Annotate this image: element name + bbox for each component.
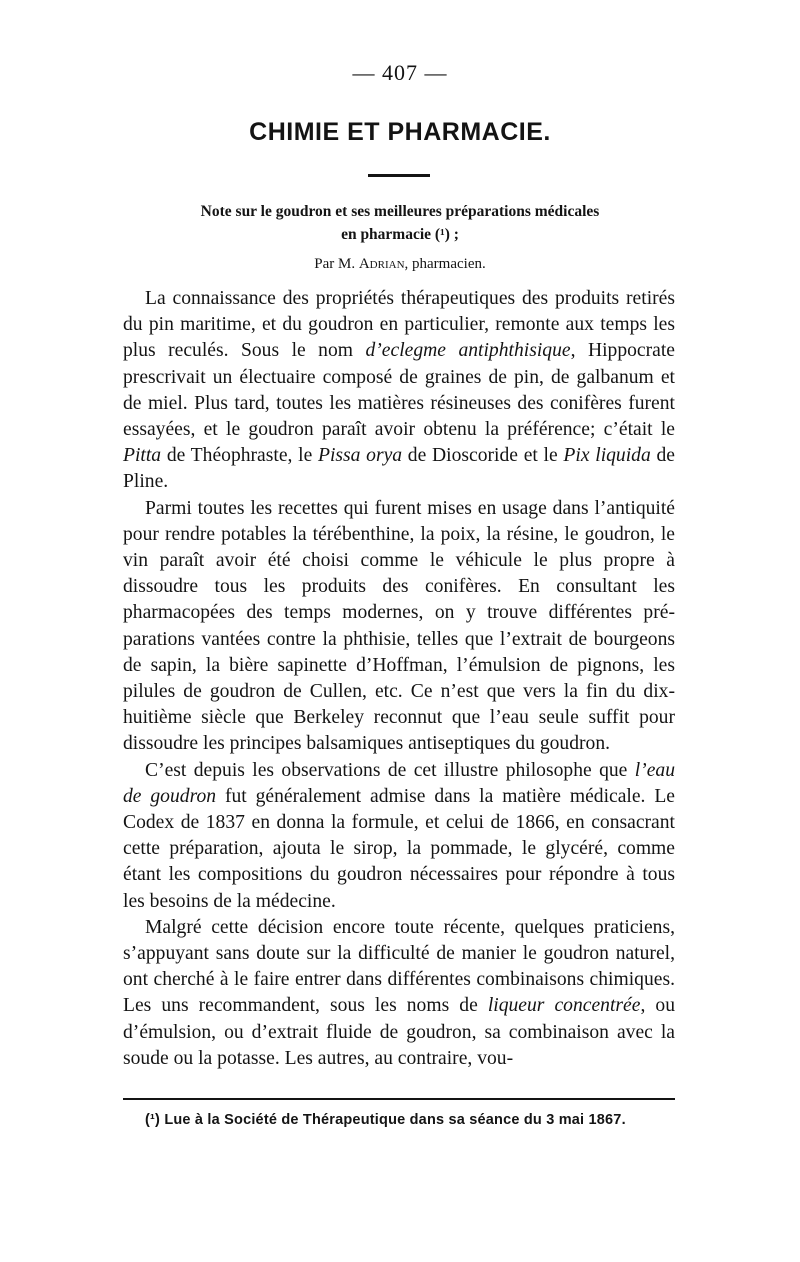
byline-suffix: , pharmacien.	[404, 256, 486, 272]
text-run: , ou d’émulsion, ou d’extrait fluide de goudron, sa combinaison avec la soude ou la potasse. Les autres, au contraire, vou-	[123, 995, 675, 1069]
author-name: Adrian	[358, 256, 405, 272]
article-title-line-2: en pharmacie (¹) ;	[341, 226, 459, 243]
paragraph-2: Parmi toutes les recettes qui furent mises en usage dans l’antiquité pour rendre potables la térébenthine, la poix, la résine, le goudron, le vin paraît avoir été choisi comme le véhicule le plus propre à dissoudre tous les produits des conifères. En consultant les pharmacopées des temps modernes, on y trouve différentes préparations vantées contre la phthisie, telles que l’extrait de bourgeons de sapin, la bière sapinette d’Hoffman, l’émulsion de pignons, les pilules de goudron de Cullen, etc. Ce n’est que vers la fin du dix-huitième siècle que Berkeley reconnut que l’eau seule suffit pour dissoudre les principes balsamiques antiseptiques du goudron.	[123, 497, 675, 755]
paragraph-4	[123, 915, 675, 1072]
italic-term: Pissa orya	[318, 445, 403, 467]
byline	[0, 256, 800, 273]
title-rule	[368, 174, 430, 177]
italic-term: Pix liquida	[563, 445, 651, 467]
text-run: La connaissance des propriétés thérapeutiques des produits retirés du pin maritime, et du goudron en particulier, remonte aux temps les plus reculés. Sous le nom	[123, 288, 675, 362]
paragraph-3	[123, 758, 675, 915]
section-title: CHIMIE ET PHARMACIE.	[249, 118, 551, 146]
italic-term: Pitta	[123, 445, 162, 467]
article-title-line-1: Note sur le goudron et ses meilleures préparations médicales	[200, 203, 600, 220]
body-text	[123, 286, 675, 1072]
text-run: de Théophraste, le	[161, 445, 318, 467]
text-run: C’est depuis les observations de cet illustre philosophe que	[145, 759, 635, 781]
byline-prefix: Par M.	[314, 256, 356, 272]
footnote-rule	[123, 1098, 675, 1100]
paragraph-1	[123, 286, 675, 496]
article-title	[130, 200, 670, 246]
text-run: Malgré cette décision encore toute récente, quelques praticiens, s’appuyant sans doute sur la difficulté de manier le goudron naturel, ont cherché à le faire entrer dans différentes combinaisons chimiques. Les uns recommandent, sous les noms de	[123, 916, 675, 1017]
text-run: de Dioscoride et le	[402, 445, 564, 467]
italic-term: l’eau de goudron	[123, 759, 675, 807]
page-number: — 407 —	[352, 60, 448, 85]
text-run: fut généralement admise dans la matière médicale. Le Codex de 1837 en donna la formule, et celui de 1866, en consacrant cette préparation, ajouta le sirop, la pommade, le glycéré, comme étant les compositions du goudron nécessaires pour répondre à tous les besoins de la médecine.	[123, 785, 675, 912]
footnote: (¹) Lue à la Société de Thérapeutique dans sa séance du 3 mai 1867.	[145, 1112, 626, 1128]
italic-term: liqueur concentrée	[487, 995, 641, 1017]
text-run: de Pline.	[123, 445, 675, 493]
italic-term: d’eclegme antiphthisique	[365, 340, 571, 362]
text-run: , Hippocrate prescrivait un électuaire composé de graines de pin, de galbanum et de miel. Plus tard, toutes les matières résineuses des conifères furent essayées, et le goudron paraît avoir obtenu la préférence; c’était le	[123, 340, 675, 441]
